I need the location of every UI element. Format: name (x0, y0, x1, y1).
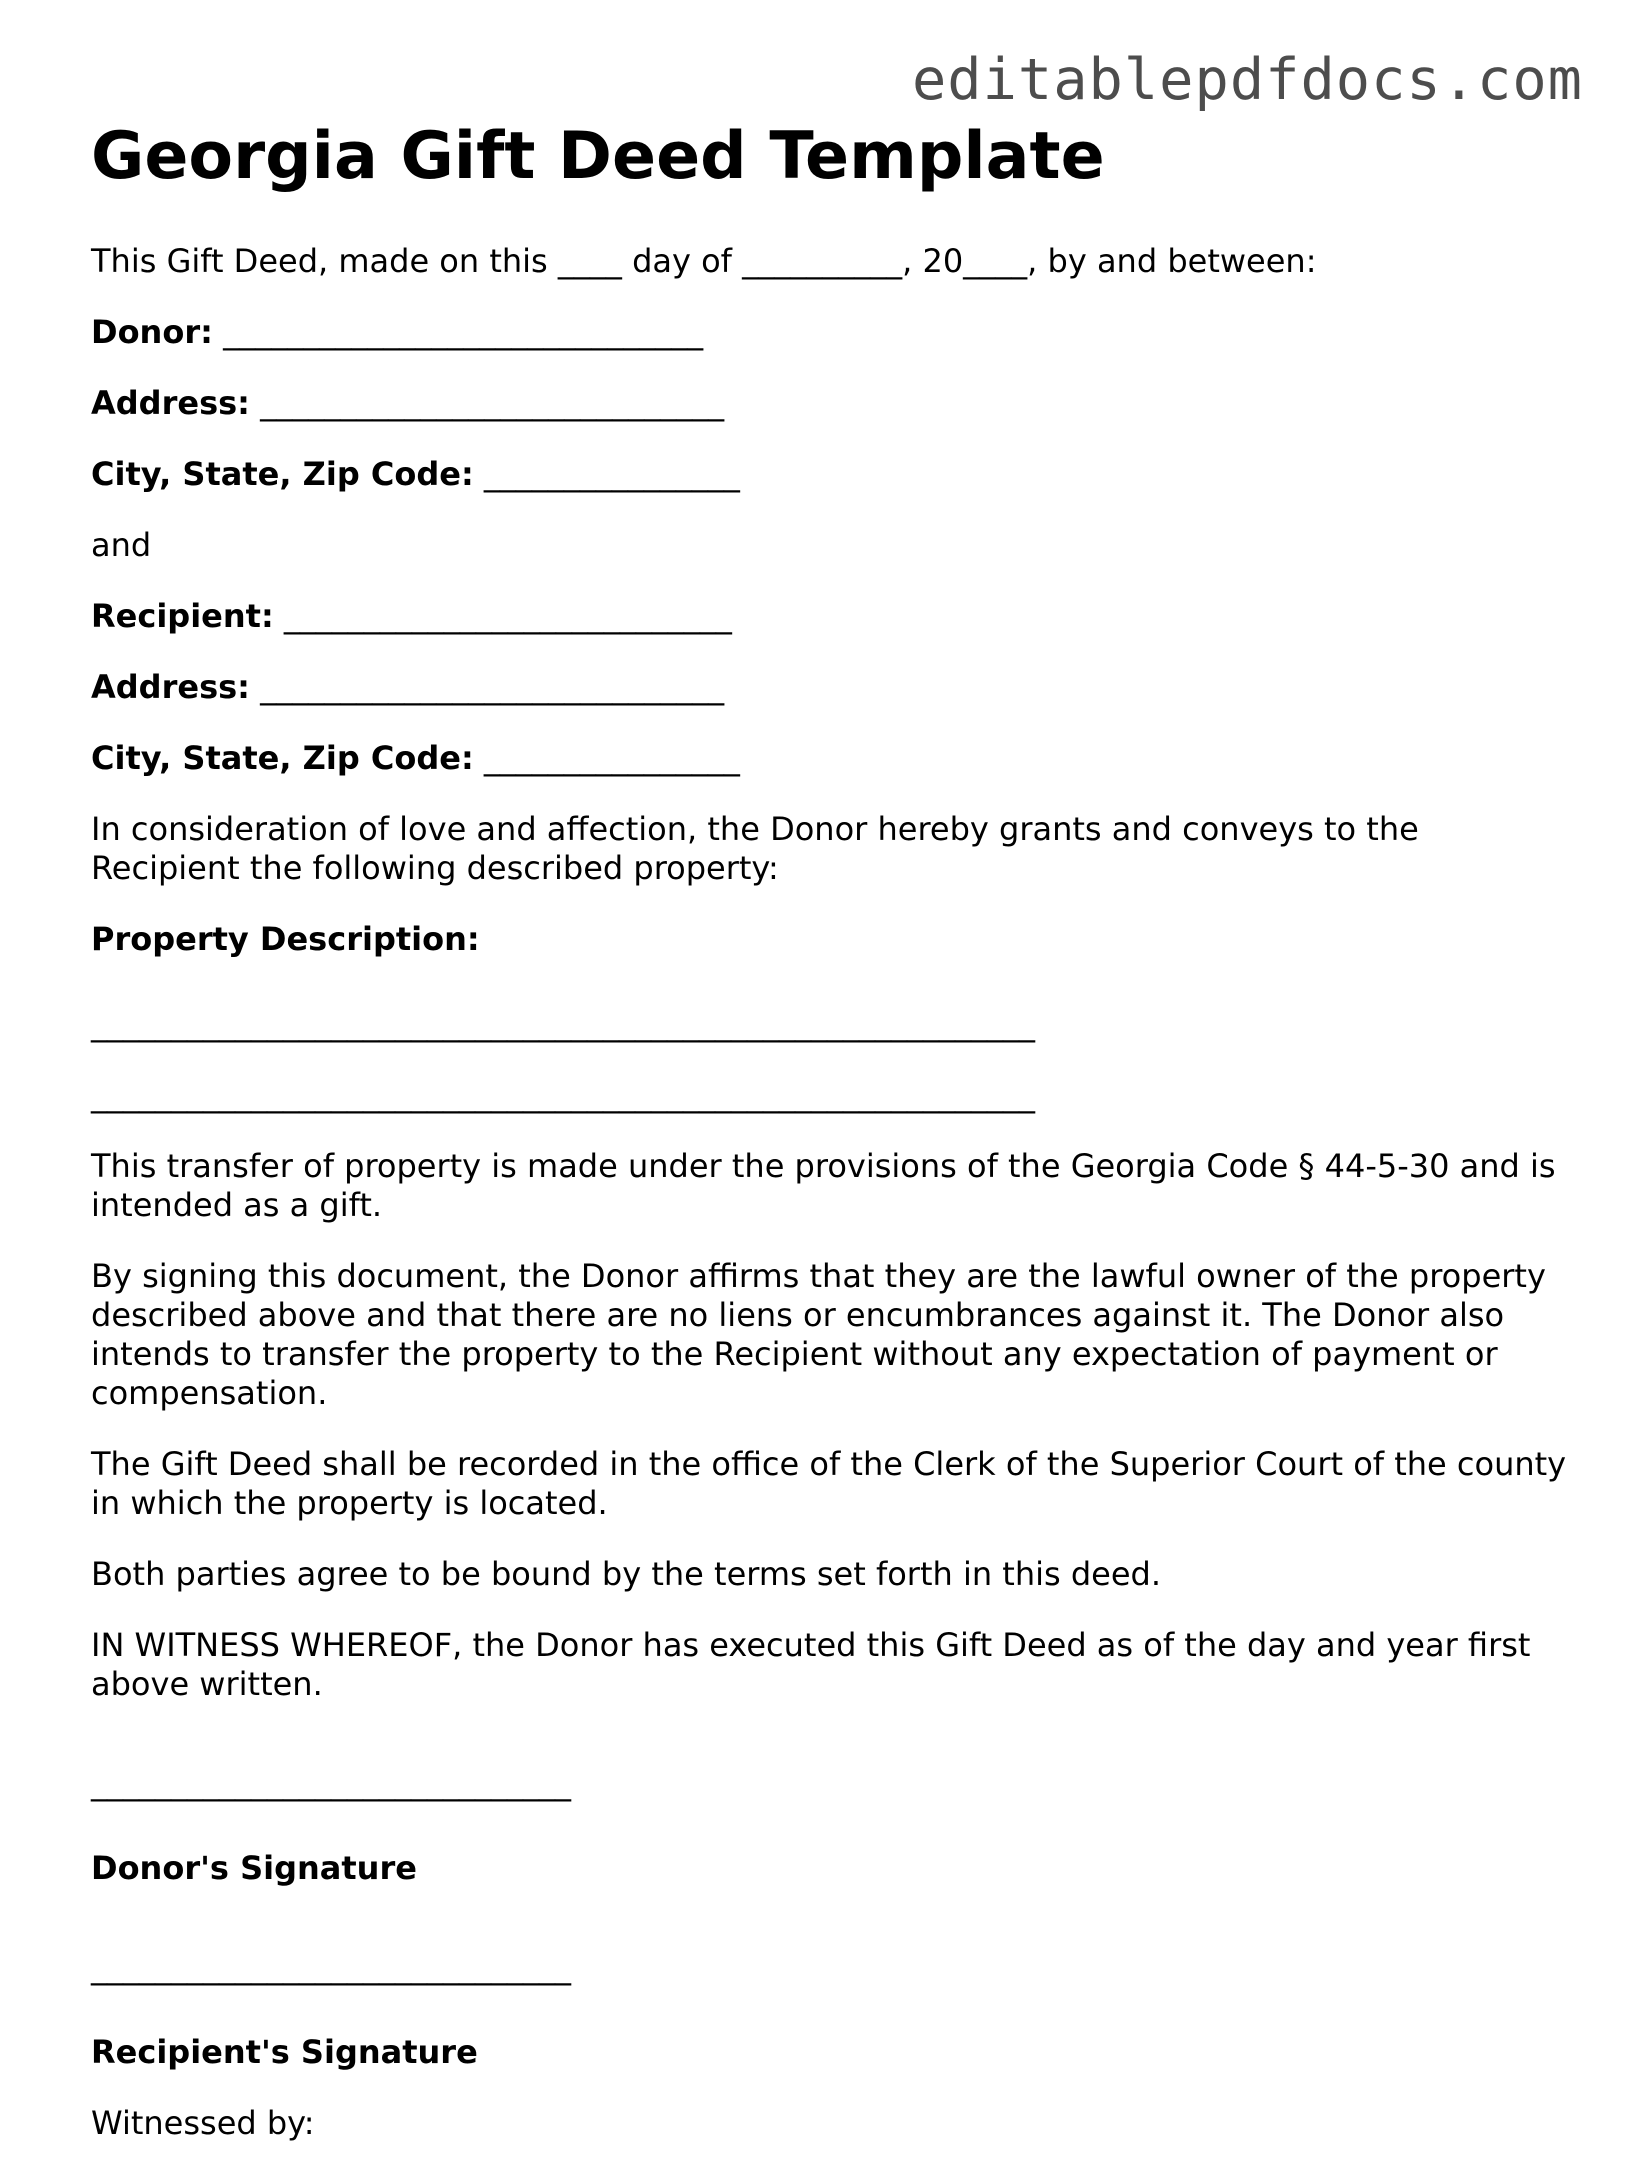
donor-city-field[interactable]: ________________ (483, 455, 740, 493)
consideration-text: In consideration of love and affection, the Donor hereby grants and conveys to the Recipient the following described property: (91, 810, 1419, 887)
intro-text: This Gift Deed, made on this ____ day of __________, 20____, by and between: (91, 242, 1317, 280)
document-body (91, 118, 1571, 2175)
record-paragraph: The Gift Deed shall be recorded in the office of the Clerk of the Superior Court of the county in which the property is located. (91, 1445, 1567, 1522)
page-title: Georgia Gift Deed Template (91, 119, 1105, 194)
donor-name-field[interactable]: ______________________________ (223, 313, 704, 351)
affirm-paragraph: By signing this document, the Donor affirms that they are the lawful owner of the property described above and that there are no liens or encumbrances against it. The Donor also intends to transfer the property to the Recipient without any expectation of payment or compensation. (91, 1257, 1546, 1412)
recipient-city-field[interactable]: ________________ (483, 739, 740, 777)
property-description-field-1[interactable]: ___________________________________________________________ (91, 1005, 1035, 1043)
donor-city-row (91, 455, 1571, 494)
code-paragraph: This transfer of property is made under the provisions of the Georgia Code § 44-5-30 and is intended as a gift. (91, 1147, 1556, 1224)
recipient-name-field[interactable]: ____________________________ (283, 597, 732, 635)
recipient-city-row (91, 739, 1571, 778)
donor-address-field[interactable]: _____________________________ (260, 384, 725, 422)
recipient-signature-label: Recipient's Signature (91, 2033, 478, 2071)
witnessed-by-label: Witnessed by: (91, 2104, 315, 2142)
donor-signature-field[interactable]: ______________________________ (91, 1764, 571, 1802)
donor-name-row (91, 313, 1571, 352)
donor-address-label: Address: (91, 384, 250, 422)
recipient-name-row (91, 597, 1571, 636)
recipient-address-label: Address: (91, 668, 250, 706)
recipient-name-label: Recipient: (91, 597, 274, 635)
watermark: editablepdfdocs.com (911, 47, 1583, 113)
recipient-address-row (91, 668, 1571, 707)
property-description-label: Property Description: (91, 920, 480, 958)
and-text: and (91, 526, 152, 564)
donor-name-label: Donor: (91, 313, 213, 351)
bound-paragraph: Both parties agree to be bound by the terms set forth in this deed. (91, 1555, 1162, 1593)
recipient-address-field[interactable]: _____________________________ (260, 668, 725, 706)
donor-signature-label: Donor's Signature (91, 1849, 417, 1887)
recipient-city-label: City, State, Zip Code: (91, 739, 474, 777)
donor-address-row (91, 384, 1571, 423)
property-description-field-2[interactable]: ___________________________________________________________ (91, 1076, 1035, 1114)
recipient-signature-field[interactable]: ______________________________ (91, 1948, 571, 1986)
witness-paragraph: IN WITNESS WHEREOF, the Donor has executed this Gift Deed as of the day and year first above written. (91, 1626, 1531, 1703)
donor-city-label: City, State, Zip Code: (91, 455, 474, 493)
